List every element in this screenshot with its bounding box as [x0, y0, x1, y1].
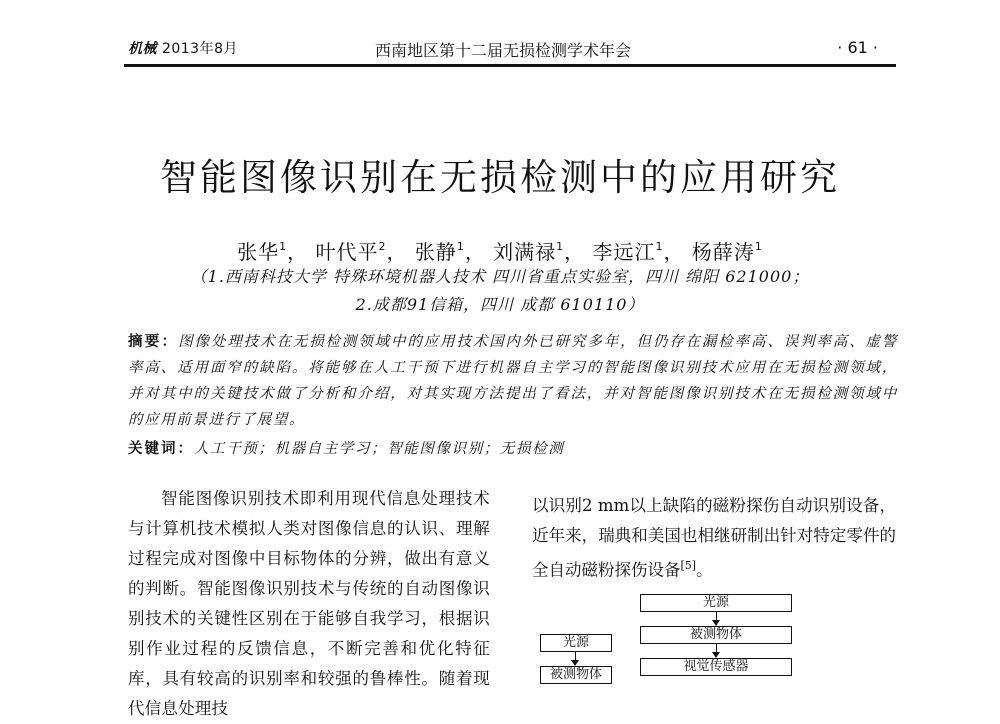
- author-affiliation-mark: 2: [378, 240, 387, 253]
- issue-date: 2013年8月: [161, 41, 238, 57]
- paper-title: 智能图像识别在无损检测中的应用研究: [160, 156, 840, 199]
- author-name: 张静: [414, 240, 457, 264]
- flow-box-test-object-left: 被测物体: [540, 666, 612, 684]
- author-list: 张华$^1$， 叶代平$^2$， 张静$^1$， 刘满禄$^1$， 李远江$^1$， 杨薛涛$^1$: [237, 240, 763, 264]
- flow-box-light-source: 光源: [640, 594, 792, 612]
- keywords: [128, 437, 898, 458]
- author-affiliation-mark: 1: [279, 240, 288, 253]
- body-text-end: 。: [696, 560, 713, 580]
- author-affiliation-mark: 1: [556, 240, 565, 253]
- author-affiliation-mark: 1: [754, 240, 763, 253]
- author-name: 刘满禄: [493, 240, 557, 264]
- author-name: 杨薛涛: [691, 240, 755, 264]
- body-text: 以识别2 mm以上缺陷的磁粉探伤自动识别设备，近年来，瑞典和美国也相继研制出针对特定零件的全自动磁粉探伤设备: [532, 496, 896, 580]
- author-name: 叶代平: [315, 240, 379, 264]
- body-column-right: [532, 491, 896, 586]
- keywords-text: 人工干预；机器自主学习；智能图像识别；无损检测: [194, 441, 565, 457]
- running-header-conference: 西南地区第十二届无损检测学术年会: [375, 41, 632, 60]
- author-affiliation-mark: 1: [655, 240, 664, 253]
- affiliation-line-1: （1.西南科技大学 特殊环境机器人技术 四川省重点实验室，四川 绵阳 621000；: [190, 267, 810, 286]
- page-number: · 61 ·: [837, 38, 878, 57]
- header-rule: [124, 64, 896, 67]
- abstract-text: 图像处理技术在无损检测领域中的应用技术国内外已研究多年，但仍存在漏检率高、误判率高、虚警率高、适用面窄的缺陷。将能够在人工干预下进行机器自主学习的智能图像识别技术应用在无损检测领域，并对其中的关键技术做了分析和介绍，对其实现方法提出了看法，并对智能图像识别技术在无损检测领域中的应用前景进行了展望。: [128, 334, 898, 428]
- author-affiliation-mark: 1: [456, 240, 465, 253]
- keywords-label: 关键词：: [128, 441, 194, 457]
- journal-name: 机械: [128, 41, 157, 57]
- citation-ref: [5]: [680, 559, 697, 572]
- body-paragraph: 智能图像识别技术即利用现代信息处理技术与计算机技术模拟人类对图像信息的认识、理解过程完成对图像中目标物体的分辨，做出有意义的判断。智能图像识别技术与传统的自动图像识别技术的关键性区别在于能够自我学习，根据识别作业过程的反馈信息，不断完善和优化特征库，具有较高的识别率和较强的鲁棒性。随着现代信息处理技: [128, 489, 490, 718]
- flow-box-vision-sensor: 视觉传感器: [640, 658, 792, 676]
- author-name: 李远江: [592, 240, 656, 264]
- running-header-journal: [128, 38, 238, 58]
- body-paragraph: [532, 491, 896, 586]
- abstract-label: 摘要：: [128, 334, 179, 350]
- flow-box-test-object: 被测物体: [640, 626, 792, 644]
- affiliation-line-2: 2.成都91信箱，四川 成都 610110）: [355, 295, 645, 314]
- flow-box-light-source-left: 光源: [540, 634, 612, 652]
- abstract: [128, 329, 898, 433]
- author-name: 张华: [237, 240, 280, 264]
- body-column-left: [128, 484, 490, 724]
